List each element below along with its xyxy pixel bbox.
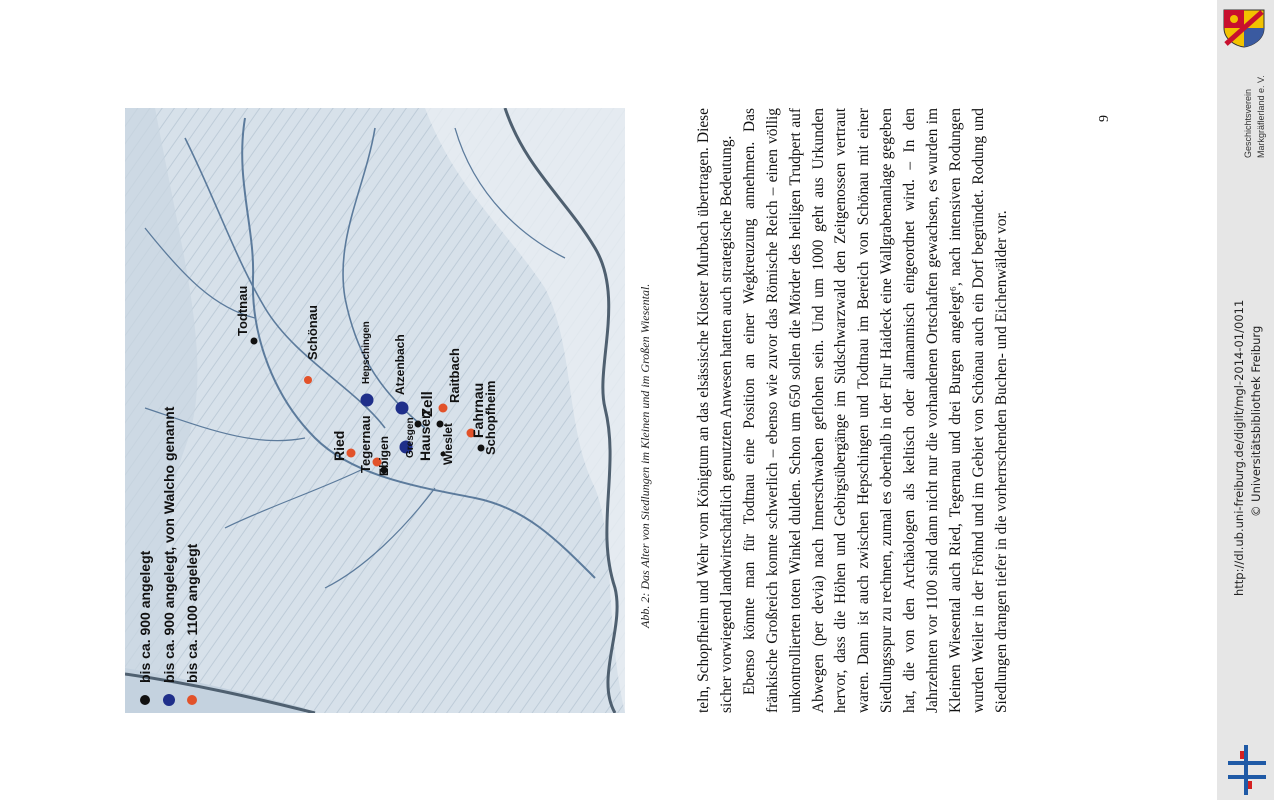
place-tegernau: Tegernau [358, 415, 373, 473]
figure-caption: Abb. 2: Das Alter von Siedlungen im Kleinen und im Großen Wiesental. [638, 283, 652, 628]
society-name-line2: Markgräflerland e. V. [1256, 75, 1266, 158]
source-url-link[interactable]: http://dl.ub.uni-freiburg.de/diglit/mgl-2014-01/0011 [1232, 299, 1246, 596]
place-schoenau: Schönau [305, 305, 320, 360]
legend-label-1100: bis ca. 1100 angelegt [184, 543, 200, 683]
place-zell: Zell [419, 391, 436, 417]
legend-label-900-walcho: bis ca. 900 angelegt, von Walcho genannt [161, 406, 177, 683]
place-ebigen: Ebigen [377, 435, 391, 476]
place-schopfheim: Schopfheim [483, 380, 498, 455]
ub-freiburg-logo-icon [1226, 745, 1268, 795]
place-hepschingen: Hepschingen [361, 321, 372, 384]
legend-label-900: bis ca. 900 angelegt [137, 550, 153, 683]
place-hausen: Hausen [417, 410, 433, 461]
place-raitbach: Raitbach [447, 348, 462, 403]
place-fahrnau: Fahrnau [470, 382, 486, 438]
society-name-line1: Geschichtsverein [1243, 88, 1253, 158]
society-crest-icon [1222, 8, 1266, 48]
page-number: 9 [1097, 115, 1112, 122]
place-atzenbach: Atzenbach [393, 334, 407, 395]
copyright-notice: © Universitätsbibliothek Freiburg [1249, 325, 1263, 517]
place-wieslet: Wieslet [441, 423, 455, 465]
paragraph-2: Ebenso könnte man für Todtnau eine Position an einer Wegkreuzung annehmen. Das fränkische Großreich konnte schwerlich – ebenso wie zuvor das Römische Reich – einen völlig unkontrollierten toten Winkel dulden. Schon um 650 sollen die Mörder des heiligen Trudpert auf Abwegen (per devia) nach Innerschwaben geflohen sein. Und um 1000 geht aus Urkunden hervor, dass die Höhen und Gebirgsübergänge im Südschwarzwald den Zeitgenossen vertraut waren. Dann ist auch zwischen Hepschingen und Todtnau im Bereich von Schönau mit einer Siedlungsspur zu rechnen, zumal es oberhalb in der Flur Haideck eine Wallgrabenanlage gegeben hat, die von den Archäologen als keltisch oder alamannisch eingeordnet wird. – In den Jahrzehnten vor 1100 sind dann nicht nur die vorhandenen Ortschaften gewachsen, es wurden im Kleinen Wiesental auch Ried, Tegernau und drei Burgen angelegt⁶, nach intensiven Rodungen wurden Weiler in der Fröhnd und im Gebiet von Schönau auch ein Dorf begründet. Rodung und Siedlungen drangen tiefer in die vorherrschenden Buchen- und Eichenwälder vor. [740, 108, 1010, 713]
body-text [693, 108, 1073, 713]
settlement-map [125, 108, 625, 713]
paragraph-1: teln, Schopfheim und Wehr vom Königtum an das elsässische Kloster Murbach übertragen. Diese sicher vorwiegend landwirtschaftlich genutzten Anwesen hatten auch strategische Bedeutung. [695, 108, 735, 713]
place-gresgen: Gresgen [405, 417, 416, 458]
place-ried: Ried [331, 430, 347, 461]
place-todtnau: Todtnau [235, 285, 250, 336]
